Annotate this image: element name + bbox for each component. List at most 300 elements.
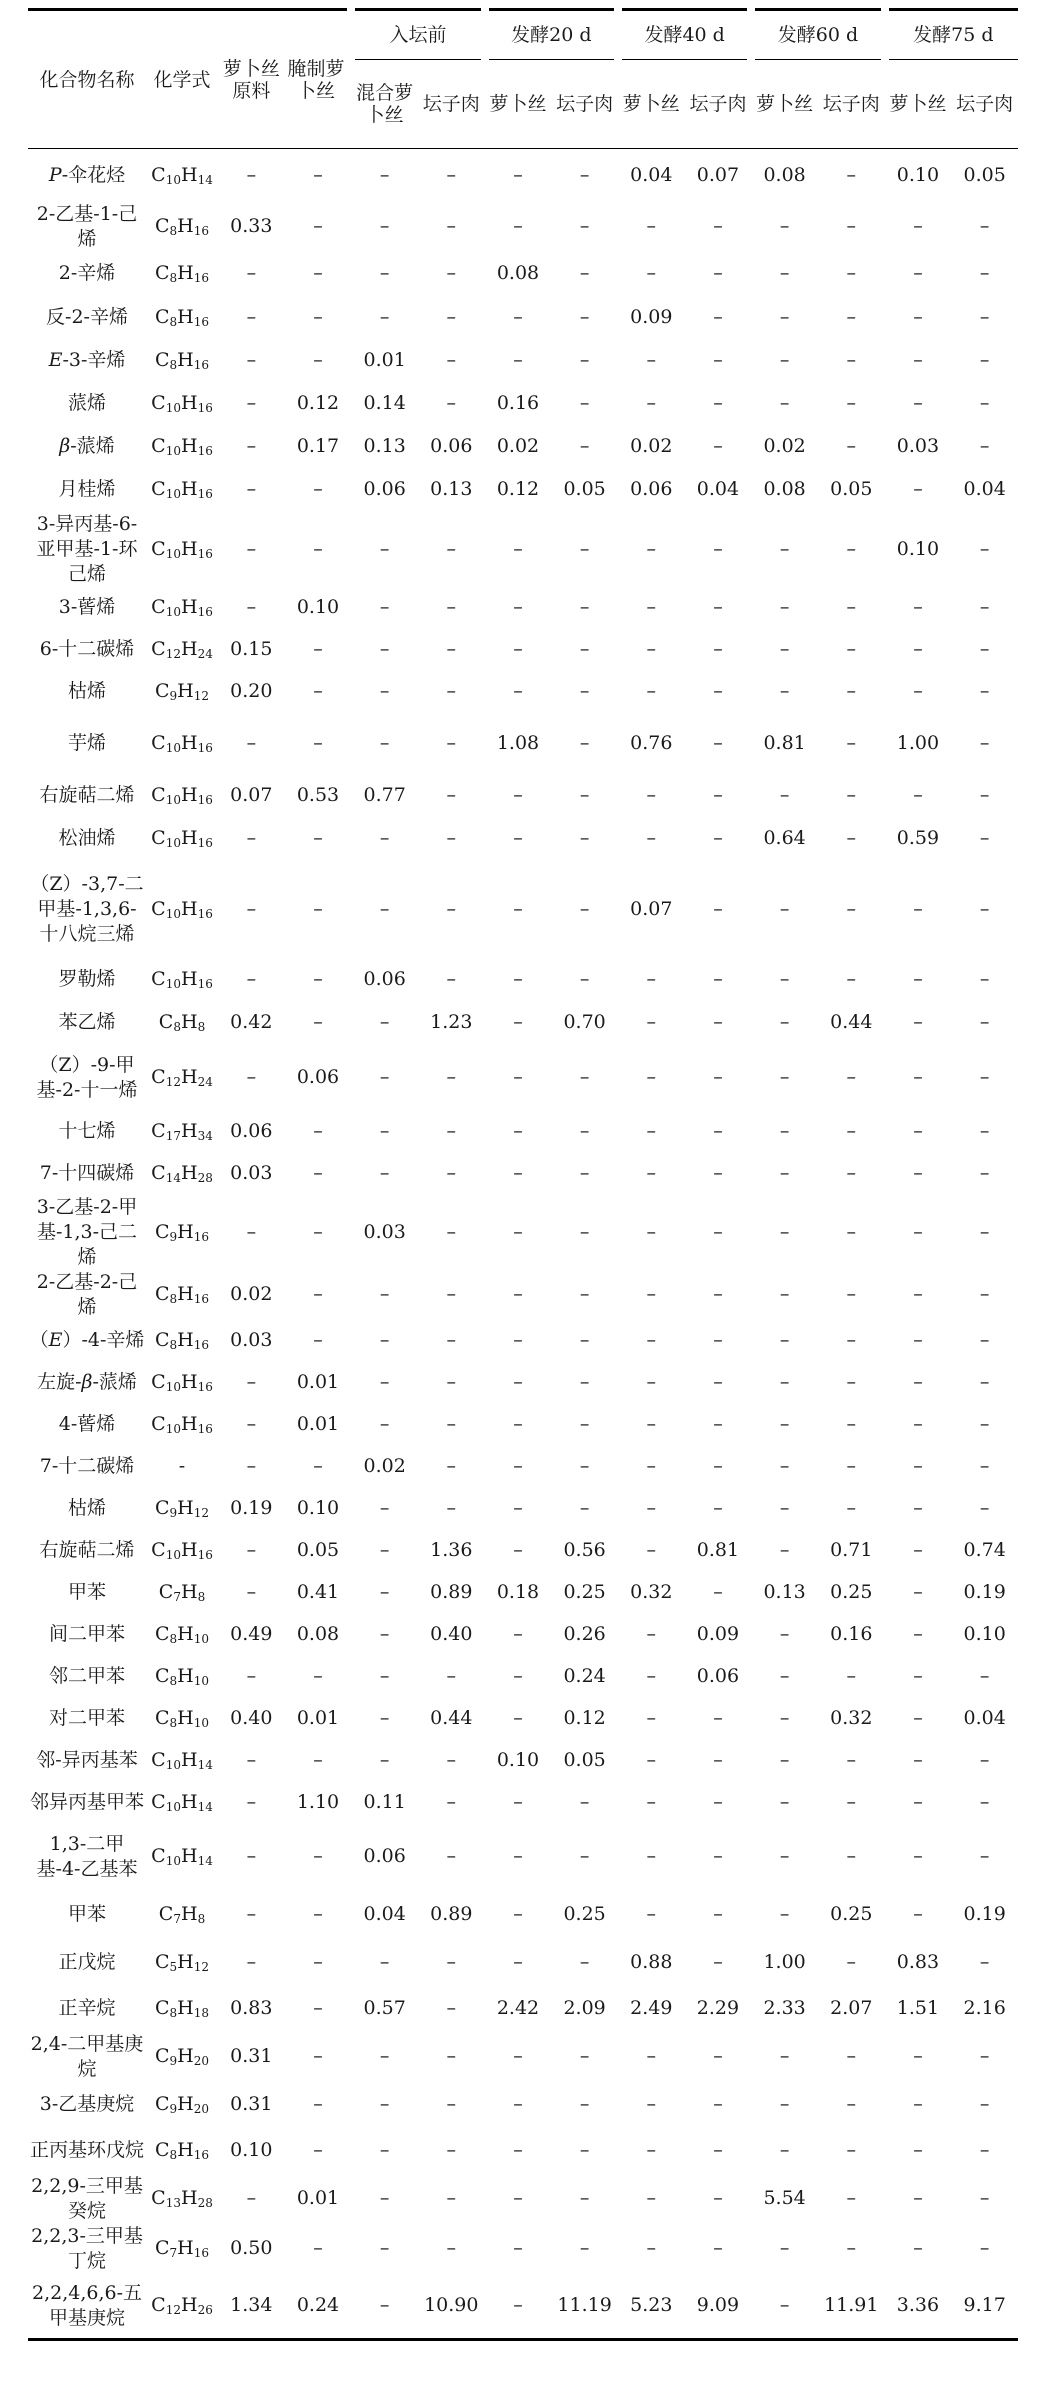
value-cell: 0.02 — [630, 435, 673, 457]
value-cell: – — [913, 1581, 923, 1603]
value-cell: – — [979, 1497, 990, 1519]
value-cell: 0.11 — [363, 1791, 406, 1813]
value-cell: – — [446, 1845, 457, 1867]
table-row — [28, 1195, 1018, 1270]
value-cell: – — [646, 537, 657, 560]
value-cell: – — [246, 1845, 257, 1867]
value-cell: 1.00 — [896, 732, 940, 754]
value-cell: – — [713, 392, 723, 414]
value-cell: 5.54 — [763, 2187, 806, 2209]
compound-name-cell: 甲苯 — [67, 1903, 106, 1925]
value-cell: – — [913, 1011, 923, 1033]
formula-cell: $C_8H_{10}$ — [154, 1665, 210, 1688]
value-cell: – — [913, 262, 923, 284]
value-cell: – — [446, 2139, 457, 2161]
value-cell: – — [513, 1539, 523, 1561]
value-cell: – — [513, 784, 523, 806]
compound-name-cell: （Z）-9-甲基-2-十一烯 — [36, 1053, 138, 1101]
value-cell: – — [779, 1283, 790, 1305]
value-cell: – — [379, 306, 390, 328]
formula-cell: $C_8H_{16}$ — [154, 1283, 210, 1306]
value-cell: 1.51 — [896, 1997, 940, 2019]
table-row — [28, 713, 1018, 775]
value-cell: – — [846, 1749, 857, 1771]
value-cell: – — [713, 732, 723, 754]
value-cell: – — [913, 2139, 923, 2161]
value-cell: – — [379, 1329, 390, 1351]
value-cell: – — [379, 215, 390, 237]
value-cell: 1.36 — [430, 1539, 473, 1561]
value-cell: – — [579, 1283, 590, 1305]
value-cell: – — [979, 784, 990, 806]
value-cell: – — [579, 1329, 590, 1351]
compound-name-cell: 正戊烷 — [58, 1951, 116, 1973]
value-cell: – — [713, 1120, 723, 1142]
value-cell: – — [713, 898, 723, 920]
value-cell: – — [379, 898, 390, 920]
compound-name-cell: 2-乙基-2-己烯 — [36, 1270, 138, 1318]
value-cell: – — [446, 2187, 457, 2209]
value-cell: 0.03 — [896, 435, 940, 457]
value-cell: – — [713, 1791, 723, 1813]
value-cell: 1.34 — [218, 2274, 285, 2340]
value-cell: – — [446, 680, 457, 702]
value-cell: – — [779, 1371, 790, 1393]
value-cell: 0.24 — [563, 1665, 606, 1687]
value-cell: – — [646, 784, 657, 806]
value-cell: – — [846, 638, 857, 660]
formula-cell: $C_{10}H_{16}$ — [151, 784, 213, 807]
value-cell: – — [913, 680, 923, 702]
table-row — [28, 1614, 1018, 1656]
value-cell: – — [313, 2139, 323, 2161]
value-cell: – — [513, 1497, 523, 1519]
value-cell: – — [646, 638, 657, 660]
value-cell: 0.10 — [230, 2139, 273, 2161]
compound-name-cell: （Z）-3,7-二甲基-1,3,6-十八烷三烯 — [30, 873, 144, 945]
compound-table — [28, 8, 1018, 2341]
value-cell: 0.14 — [363, 392, 406, 414]
value-cell: 0.10 — [296, 1497, 340, 1519]
value-cell: – — [751, 2274, 818, 2340]
value-cell: 2.29 — [696, 1997, 740, 2019]
value-cell: – — [379, 1283, 390, 1305]
value-cell: 0.05 — [563, 478, 606, 500]
value-cell: – — [846, 1220, 857, 1243]
value-cell: – — [979, 537, 990, 560]
value-cell: – — [979, 1066, 990, 1088]
table-row — [28, 1404, 1018, 1446]
value-cell: – — [513, 349, 523, 371]
value-cell: – — [646, 827, 657, 849]
value-cell: – — [846, 537, 857, 560]
compound-name-cell: 2-辛烯 — [58, 262, 116, 284]
value-cell: – — [913, 392, 923, 414]
value-cell: – — [313, 2093, 323, 2115]
value-cell: 0.49 — [230, 1623, 273, 1645]
value-cell: – — [846, 1413, 857, 1435]
value-cell: 0.05 — [563, 1749, 606, 1771]
value-cell: – — [513, 1623, 523, 1645]
subheader-pot-meat: 坛子肉 — [818, 60, 885, 149]
compound-name-cell: 1,3-二甲基-4-乙基苯 — [36, 1832, 138, 1880]
value-cell: – — [446, 163, 457, 186]
value-cell: – — [313, 1162, 323, 1184]
value-cell: 0.25 — [563, 1581, 606, 1603]
value-cell: – — [713, 1455, 723, 1477]
value-cell: – — [979, 968, 990, 990]
compound-name-cell: 邻异丙基甲苯 — [29, 1791, 144, 1813]
value-cell: – — [513, 1791, 523, 1813]
compound-name-cell: E-3-辛烯 — [48, 349, 126, 371]
value-cell: – — [246, 1539, 257, 1561]
value-cell: 0.18 — [496, 1581, 540, 1603]
value-cell: – — [513, 596, 523, 618]
value-cell: – — [779, 1162, 790, 1184]
value-cell: 0.05 — [296, 1539, 340, 1561]
value-cell: 0.26 — [563, 1623, 606, 1645]
value-cell: – — [846, 898, 857, 920]
value-cell: – — [313, 1665, 323, 1687]
value-cell: – — [913, 1749, 923, 1771]
table-row — [28, 512, 1018, 587]
value-cell: – — [246, 596, 257, 618]
value-cell: – — [246, 968, 257, 990]
value-cell: – — [713, 215, 723, 237]
value-cell: – — [246, 435, 257, 457]
value-cell: – — [713, 2045, 723, 2067]
value-cell: – — [713, 827, 723, 849]
table-row — [28, 1656, 1018, 1698]
value-cell: – — [446, 1329, 457, 1351]
value-cell: – — [579, 1845, 590, 1867]
value-cell: 11.19 — [551, 2274, 618, 2340]
formula-cell: $C_{10}H_{14}$ — [151, 1791, 213, 1814]
value-cell: – — [379, 596, 390, 618]
value-cell: – — [779, 1413, 790, 1435]
value-cell: – — [513, 827, 523, 849]
value-cell: – — [846, 262, 857, 284]
value-cell: 0.57 — [363, 1997, 406, 2019]
compound-name-cell: 枯烯 — [67, 680, 106, 702]
value-cell: – — [979, 1413, 990, 1435]
value-cell: – — [646, 1120, 657, 1142]
value-cell: 0.59 — [896, 827, 940, 849]
value-cell: – — [779, 596, 790, 618]
value-cell: 0.13 — [430, 478, 473, 500]
value-cell: – — [979, 1665, 990, 1687]
formula-cell: $C_{10}H_{16}$ — [151, 478, 213, 501]
value-cell: – — [979, 2237, 990, 2259]
value-cell: 10.90 — [418, 2274, 485, 2340]
formula-cell: $C_8H_{16}$ — [154, 2139, 210, 2162]
value-cell: – — [846, 2045, 857, 2067]
value-cell: – — [485, 2274, 552, 2340]
value-cell: – — [779, 1455, 790, 1477]
header-formula: 化学式 — [146, 10, 218, 149]
value-cell: 0.16 — [496, 392, 540, 414]
value-cell: – — [979, 1283, 990, 1305]
value-cell: 0.89 — [430, 1903, 473, 1925]
value-cell: – — [446, 1791, 457, 1813]
table-row — [28, 1530, 1018, 1572]
value-cell: – — [513, 1120, 523, 1142]
value-cell: – — [779, 1791, 790, 1813]
value-cell: – — [513, 2093, 523, 2115]
value-cell: – — [579, 638, 590, 660]
value-cell: – — [446, 596, 457, 618]
header-group-day40: 发酵40 d — [618, 10, 751, 60]
value-cell: – — [913, 2045, 923, 2067]
value-cell: – — [713, 2093, 723, 2115]
value-cell: 0.02 — [230, 1283, 273, 1305]
compound-name-cell: 邻-异丙基苯 — [36, 1749, 138, 1771]
value-cell: – — [313, 827, 323, 849]
formula-cell: $C_{12}H_{24}$ — [151, 1066, 213, 1089]
value-cell: – — [246, 1220, 257, 1243]
value-cell: – — [979, 898, 990, 920]
value-cell: – — [979, 1845, 990, 1867]
value-cell: – — [446, 1455, 457, 1477]
value-cell: – — [313, 1845, 323, 1867]
compound-name-cell: 反-2-辛烯 — [46, 306, 128, 328]
value-cell: – — [913, 1220, 923, 1243]
value-cell: 0.06 — [430, 435, 473, 457]
formula-cell: $C_{10}H_{16}$ — [151, 435, 213, 458]
value-cell: – — [246, 306, 257, 328]
value-cell: – — [713, 596, 723, 618]
formula-cell: $C_{13}H_{28}$ — [151, 2187, 213, 2210]
compound-name-cell: 芋烯 — [67, 732, 106, 754]
value-cell: – — [913, 898, 923, 920]
value-cell: – — [513, 1413, 523, 1435]
value-cell: – — [579, 1413, 590, 1435]
compound-name-cell: 6-十二碳烯 — [39, 638, 135, 660]
value-cell: – — [313, 537, 323, 560]
value-cell: 2.16 — [963, 1997, 1006, 2019]
value-cell: 0.04 — [963, 478, 1006, 500]
compound-name-cell: 7-十四碳烯 — [39, 1162, 135, 1184]
value-cell: – — [379, 1011, 390, 1033]
value-cell: – — [713, 968, 723, 990]
value-cell: – — [713, 1283, 723, 1305]
value-cell: – — [979, 306, 990, 328]
value-cell: – — [246, 392, 257, 414]
value-cell: – — [779, 215, 790, 237]
value-cell: – — [979, 215, 990, 237]
value-cell: – — [646, 1455, 657, 1477]
value-cell: – — [713, 1497, 723, 1519]
value-cell: – — [779, 2139, 790, 2161]
value-cell: – — [779, 349, 790, 371]
value-cell: – — [513, 1665, 523, 1687]
value-cell: – — [579, 1455, 590, 1477]
value-cell: – — [579, 827, 590, 849]
table-row — [28, 775, 1018, 817]
compound-name-cell: 3-乙基庚烷 — [39, 2093, 135, 2115]
value-cell: – — [513, 1066, 523, 1088]
value-cell: – — [313, 1283, 323, 1305]
value-cell: – — [646, 1329, 657, 1351]
value-cell: 3.36 — [885, 2274, 952, 2340]
value-cell: 2.07 — [830, 1997, 873, 2019]
value-cell: – — [579, 968, 590, 990]
value-cell: – — [446, 827, 457, 849]
value-cell: 0.44 — [830, 1011, 873, 1033]
value-cell: – — [913, 1283, 923, 1305]
formula-cell: $C_{10}H_{16}$ — [151, 1371, 213, 1394]
value-cell: 0.08 — [296, 1623, 340, 1645]
subheader-mixed-radish: 混合萝卜丝 — [351, 60, 418, 149]
value-cell: – — [246, 1066, 257, 1088]
value-cell: 0.10 — [896, 537, 940, 560]
value-cell: 0.04 — [963, 1707, 1006, 1729]
value-cell: – — [713, 1220, 723, 1243]
value-cell: – — [646, 262, 657, 284]
compound-name-cell: 2,2,4,6,6-五甲基庚烷 — [28, 2274, 146, 2340]
value-cell: – — [779, 1845, 790, 1867]
value-cell: 0.19 — [230, 1497, 273, 1519]
value-cell: – — [779, 1220, 790, 1243]
value-cell: – — [646, 349, 657, 371]
value-cell: – — [979, 680, 990, 702]
value-cell: – — [379, 2139, 390, 2161]
compound-name-cell: 3-蒈烯 — [58, 596, 116, 618]
value-cell: – — [313, 215, 323, 237]
table-row — [28, 340, 1018, 382]
value-cell: 0.42 — [230, 1011, 273, 1033]
value-cell: – — [513, 1283, 523, 1305]
value-cell: – — [513, 2045, 523, 2067]
compound-name-cell: （E）-4-辛烯 — [29, 1329, 145, 1351]
value-cell: – — [446, 1283, 457, 1305]
value-cell: 0.64 — [763, 827, 806, 849]
value-cell: – — [646, 2139, 657, 2161]
value-cell: – — [313, 1220, 323, 1243]
value-cell: – — [646, 2187, 657, 2209]
value-cell: – — [913, 1845, 923, 1867]
value-cell: – — [513, 2187, 523, 2209]
value-cell: 0.77 — [363, 784, 406, 806]
value-cell: – — [513, 1162, 523, 1184]
value-cell: 0.02 — [496, 435, 540, 457]
value-cell: – — [579, 349, 590, 371]
value-cell: – — [779, 1120, 790, 1142]
value-cell: – — [379, 1581, 390, 1603]
subheader-pot-meat: 坛子肉 — [685, 60, 752, 149]
value-cell: – — [446, 1749, 457, 1771]
value-cell: – — [913, 1455, 923, 1477]
value-cell: – — [313, 1120, 323, 1142]
value-cell: – — [779, 1749, 790, 1771]
value-cell: 2.42 — [496, 1997, 540, 2019]
value-cell: – — [246, 1951, 257, 1973]
value-cell: – — [579, 898, 590, 920]
value-cell: – — [913, 2093, 923, 2115]
value-cell: – — [313, 2045, 323, 2067]
value-cell: – — [313, 1329, 323, 1351]
value-cell: – — [446, 1371, 457, 1393]
value-cell: – — [379, 1951, 390, 1973]
value-cell: – — [913, 2237, 923, 2259]
value-cell: – — [379, 638, 390, 660]
value-cell: – — [913, 638, 923, 660]
table-row — [28, 1446, 1018, 1488]
formula-cell: $C_{14}H_{28}$ — [151, 1162, 213, 1185]
value-cell: – — [313, 349, 323, 371]
value-cell: – — [313, 1951, 323, 1973]
value-cell: – — [846, 2187, 857, 2209]
value-cell: – — [779, 262, 790, 284]
value-cell: 1.00 — [763, 1951, 806, 1973]
value-cell: – — [313, 306, 323, 328]
value-cell: 0.83 — [230, 1997, 273, 2019]
table-row — [28, 861, 1018, 959]
table-row — [28, 2174, 1018, 2224]
value-cell: – — [779, 680, 790, 702]
value-cell: – — [846, 1791, 857, 1813]
formula-cell: $C_7H_{16}$ — [154, 2237, 210, 2260]
value-cell: – — [513, 898, 523, 920]
table-row — [28, 1153, 1018, 1195]
value-cell: – — [313, 1997, 323, 2019]
table-row — [28, 1045, 1018, 1111]
value-cell: – — [913, 1497, 923, 1519]
value-cell: – — [713, 1903, 723, 1925]
value-cell: – — [646, 1066, 657, 1088]
value-cell: 0.09 — [630, 306, 673, 328]
value-cell: 2.09 — [563, 1997, 606, 2019]
formula-cell: $C_8H_{18}$ — [154, 1997, 210, 2020]
value-cell: 0.25 — [830, 1903, 873, 1925]
value-cell: – — [246, 1581, 257, 1603]
value-cell: – — [579, 435, 590, 457]
value-cell: 0.19 — [963, 1903, 1006, 1925]
value-cell: – — [646, 1623, 657, 1645]
value-cell: 0.20 — [230, 680, 273, 702]
value-cell: – — [513, 163, 523, 186]
value-cell: – — [246, 163, 257, 186]
value-cell: – — [246, 1749, 257, 1771]
value-cell: – — [313, 968, 323, 990]
header-group-day20: 发酵20 d — [485, 10, 618, 60]
compound-name-cell: 7-十二碳烯 — [39, 1455, 135, 1477]
subheader-pot-meat: 坛子肉 — [551, 60, 618, 149]
formula-cell: $C_{17}H_{34}$ — [151, 1120, 213, 1143]
value-cell: – — [313, 680, 323, 702]
formula-cell: $C_{10}H_{16}$ — [151, 392, 213, 415]
value-cell: – — [913, 596, 923, 618]
value-cell: – — [913, 784, 923, 806]
value-cell: – — [379, 2237, 390, 2259]
formula-cell: $C_5H_{12}$ — [154, 1951, 210, 1974]
value-cell: – — [379, 1539, 390, 1561]
value-cell: 0.53 — [296, 784, 340, 806]
value-cell: 5.23 — [618, 2274, 685, 2340]
value-cell: 0.10 — [296, 596, 340, 618]
value-cell: – — [979, 1371, 990, 1393]
value-cell: – — [979, 1791, 990, 1813]
value-cell: 0.10 — [963, 1623, 1006, 1645]
formula-cell: $C_{10}H_{14}$ — [151, 1749, 213, 1772]
value-cell: 0.16 — [830, 1623, 873, 1645]
value-cell: – — [579, 2045, 590, 2067]
value-cell: – — [646, 1665, 657, 1687]
value-cell: – — [646, 1903, 657, 1925]
header-raw-radish: 萝卜丝原料 — [218, 10, 285, 149]
value-cell: – — [313, 638, 323, 660]
value-cell: – — [246, 1413, 257, 1435]
